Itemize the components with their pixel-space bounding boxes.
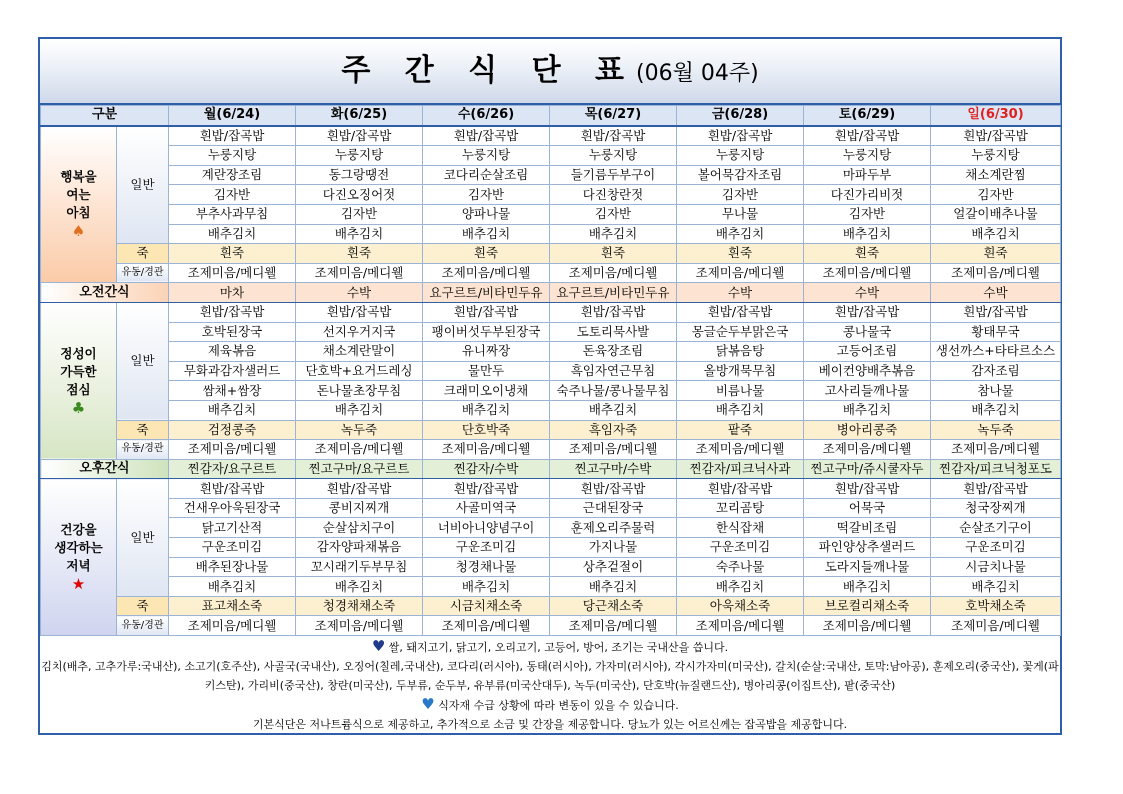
menu-item: 흰밥/잡곡밥 [931, 479, 1061, 499]
menu-item: 선지우거지국 [296, 322, 423, 342]
origin-detail: 김치(배추, 고추가루:국내산), 소고기(호주산), 사골국(국내산), 오징어(칠레,국내산), 코다리(러시아), 동태(러시아), 가자미(러시아), 각시가자미(미국산), 갈치(순살:국내산, 토막:남아공), 훈제오리(중국산), 꽃게(파키스탄), 가리비(중국산), 창란(미국산), 두부류, 순두부, 유부류(미국산대두), 녹두(미국산), 단호박(뉴질랜드산), 병아리콩(이집트산), 팥(중국산) [41, 660, 1059, 693]
menu-item: 구운조미김 [677, 538, 804, 558]
menu-item: 상추겉절이 [550, 557, 677, 577]
menu-item: 흰밥/잡곡밥 [423, 302, 550, 322]
menu-item: 순살조기구이 [931, 518, 1061, 538]
menu-item: 누룽지탕 [423, 146, 550, 166]
dinner-name [41, 479, 117, 636]
yudong-item: 조제미음/메디웰 [677, 440, 804, 460]
yudong-item: 조제미음/메디웰 [677, 263, 804, 283]
menu-item: 배추김치 [169, 577, 296, 597]
menu-item: 흰밥/잡곡밥 [169, 302, 296, 322]
menu-item: 흰밥/잡곡밥 [677, 302, 804, 322]
menu-item: 돈나물초장무침 [296, 381, 423, 401]
juk-item: 당근채소죽 [550, 596, 677, 616]
yudong-item: 조제미음/메디웰 [931, 440, 1061, 460]
menu-item: 파인양상추샐러드 [804, 538, 931, 558]
menu-item: 흰밥/잡곡밥 [804, 302, 931, 322]
lunch-juk-row [41, 420, 1061, 440]
menu-item: 흰밥/잡곡밥 [296, 126, 423, 146]
yudong-item: 조제미음/메디웰 [550, 616, 677, 636]
menu-item: 다진창란젓 [550, 185, 677, 205]
dinner-general-row [41, 557, 1061, 577]
juk-label: 죽 [117, 596, 169, 616]
origin-head: 쌀, 돼지고기, 닭고기, 오리고기, 고등어, 방어, 조기는 국내산을 씁니다. [388, 641, 729, 655]
club-icon: ♣ [71, 398, 86, 417]
yudong-label: 유동/경관 [117, 440, 169, 460]
breakfast-yudong-row [41, 263, 1061, 283]
change-note: 식자재 수급 상황에 따라 변동이 있을 수 있습니다. [438, 699, 679, 713]
header-label: 구분 [41, 106, 169, 126]
juk-item: 녹두죽 [931, 420, 1061, 440]
snack-item: 수박 [296, 283, 423, 303]
menu-item: 너비아니양념구이 [423, 518, 550, 538]
origin-head-line [40, 637, 1060, 657]
menu-item: 사골미역국 [423, 498, 550, 518]
notes-section [40, 636, 1060, 734]
yudong-item: 조제미음/메디웰 [677, 616, 804, 636]
snack-item: 찐감자/피크닉청포도 [931, 459, 1061, 479]
snack-item: 요구르트/비타민두유 [550, 283, 677, 303]
juk-item: 흰죽 [677, 244, 804, 264]
menu-item: 배추김치 [423, 577, 550, 597]
menu-item: 김자반 [677, 185, 804, 205]
menu-item: 누룽지탕 [296, 146, 423, 166]
menu-item: 배추김치 [677, 224, 804, 244]
menu-item: 배추김치 [296, 577, 423, 597]
lunch-general-row [41, 361, 1061, 381]
menu-item: 올방개묵무침 [677, 361, 804, 381]
menu-item: 배추김치 [550, 400, 677, 420]
yudong-item: 조제미음/메디웰 [296, 616, 423, 636]
dinner-general-row [41, 479, 1061, 499]
menu-item: 흰밥/잡곡밥 [550, 479, 677, 499]
menu-item: 흰밥/잡곡밥 [804, 479, 931, 499]
breakfast-general-row [41, 146, 1061, 166]
menu-item: 고사리들깨나물 [804, 381, 931, 401]
lunch-general-row [41, 342, 1061, 362]
menu-item: 배추김치 [804, 224, 931, 244]
juk-item: 흰죽 [169, 244, 296, 264]
menu-item: 청경채나물 [423, 557, 550, 577]
menu-item: 누룽지탕 [804, 146, 931, 166]
menu-item: 한식잡채 [677, 518, 804, 538]
menu-item: 흰밥/잡곡밥 [423, 126, 550, 146]
menu-item: 무화과감자샐러드 [169, 361, 296, 381]
snack-item: 수박 [804, 283, 931, 303]
yudong-item: 조제미음/메디웰 [423, 263, 550, 283]
menu-item: 채소계란찜 [931, 165, 1061, 185]
meal-name-line: 아침 [66, 205, 91, 221]
title-sub: (06월 04주) [636, 61, 759, 86]
yudong-item: 조제미음/메디웰 [169, 263, 296, 283]
menu-item: 김자반 [550, 204, 677, 224]
menu-item: 닭고기산적 [169, 518, 296, 538]
lunch-general-row [41, 302, 1061, 322]
menu-item: 채소계란말이 [296, 342, 423, 362]
menu-item: 누룽지탕 [931, 146, 1061, 166]
morning_snack-label: 오전간식 [41, 283, 169, 303]
menu-item: 다진가리비젓 [804, 185, 931, 205]
menu-item: 시금치나물 [931, 557, 1061, 577]
menu-item: 배추김치 [550, 577, 677, 597]
meal-name-line: 저녁 [66, 558, 91, 574]
menu-item: 배추김치 [804, 400, 931, 420]
menu-item: 배추된장나물 [169, 557, 296, 577]
menu-item: 구운조미김 [931, 538, 1061, 558]
yudong-item: 조제미음/메디웰 [296, 263, 423, 283]
menu-item: 흰밥/잡곡밥 [677, 479, 804, 499]
menu-item: 김자반 [423, 185, 550, 205]
menu-item: 구운조미김 [169, 538, 296, 558]
juk-item: 흑임자죽 [550, 420, 677, 440]
menu-item: 흰밥/잡곡밥 [931, 126, 1061, 146]
afternoon_snack-row [41, 459, 1061, 479]
page-title [40, 39, 1060, 105]
breakfast-general-row [41, 126, 1061, 146]
juk-item: 단호박죽 [423, 420, 550, 440]
yudong-item: 조제미음/메디웰 [550, 440, 677, 460]
menu-item: 비름나물 [677, 381, 804, 401]
yudong-item: 조제미음/메디웰 [423, 616, 550, 636]
menu-item: 꼬리곰탕 [677, 498, 804, 518]
menu-item: 배추김치 [677, 400, 804, 420]
juk-item: 표고채소죽 [169, 596, 296, 616]
menu-item: 흰밥/잡곡밥 [550, 302, 677, 322]
dinner-general-row [41, 538, 1061, 558]
snack-item: 마차 [169, 283, 296, 303]
menu-item: 도라지들깨나물 [804, 557, 931, 577]
menu-item: 코다리순살조림 [423, 165, 550, 185]
juk-item: 흰죽 [804, 244, 931, 264]
snack-item: 찐고구마/요구르트 [296, 459, 423, 479]
snack-item: 수박 [931, 283, 1061, 303]
menu-item: 흰밥/잡곡밥 [550, 126, 677, 146]
day-header: 토(6/29) [804, 106, 931, 126]
day-header: 일(6/30) [931, 106, 1061, 126]
menu-item: 배추김치 [804, 577, 931, 597]
menu-item: 몽글순두부맑은국 [677, 322, 804, 342]
yudong-item: 조제미음/메디웰 [804, 263, 931, 283]
menu-item: 배추김치 [296, 400, 423, 420]
title-main: 주 간 식 단 표 [341, 53, 637, 88]
menu-item: 고등어조림 [804, 342, 931, 362]
heart-icon: ♥ [421, 695, 435, 714]
lunch-general-row [41, 400, 1061, 420]
menu-item: 누룽지탕 [169, 146, 296, 166]
breakfast-general-row [41, 165, 1061, 185]
menu-item: 배추김치 [931, 577, 1061, 597]
menu-item: 쌈채+쌈장 [169, 381, 296, 401]
yudong-item: 조제미음/메디웰 [550, 263, 677, 283]
menu-item: 다진오징어젓 [296, 185, 423, 205]
juk-item: 브로컬리채소죽 [804, 596, 931, 616]
menu-item: 물만두 [423, 361, 550, 381]
meal-name-line: 여는 [66, 187, 91, 203]
menu-item: 배추김치 [931, 224, 1061, 244]
menu-item: 콩나물국 [804, 322, 931, 342]
menu-item: 배추김치 [169, 400, 296, 420]
spade-icon: ♠ [71, 222, 86, 241]
meal-name-line: 정성이 [60, 345, 97, 361]
menu-item: 흰밥/잡곡밥 [169, 126, 296, 146]
menu-item: 건새우아욱된장국 [169, 498, 296, 518]
lunch-general-row [41, 381, 1061, 401]
yudong-item: 조제미음/메디웰 [804, 440, 931, 460]
juk-item: 흰죽 [550, 244, 677, 264]
breakfast-general-row [41, 204, 1061, 224]
menu-item: 배추김치 [169, 224, 296, 244]
meal-name-line: 가득한 [60, 363, 97, 379]
menu-item: 흰밥/잡곡밥 [296, 479, 423, 499]
menu-item: 감자양파채볶음 [296, 538, 423, 558]
meal-name-line: 행복을 [60, 169, 97, 185]
menu-item: 들기름두부구이 [550, 165, 677, 185]
menu-item: 청국장찌개 [931, 498, 1061, 518]
menu-item: 흰밥/잡곡밥 [169, 479, 296, 499]
heart-icon: ♥ [371, 637, 386, 656]
menu-item: 무나물 [677, 204, 804, 224]
yudong-label: 유동/경관 [117, 616, 169, 636]
yudong-item: 조제미음/메디웰 [169, 616, 296, 636]
dinner-yudong-row [41, 616, 1061, 636]
change-line [40, 695, 1060, 715]
juk-item: 흰죽 [296, 244, 423, 264]
weekly-menu-sheet [38, 37, 1062, 735]
menu-item: 부추사과무침 [169, 204, 296, 224]
menu-item: 배추김치 [423, 224, 550, 244]
juk-item: 호박채소죽 [931, 596, 1061, 616]
snack-item: 찐감자/피크닉사과 [677, 459, 804, 479]
day-header: 화(6/25) [296, 106, 423, 126]
breakfast-general-row [41, 224, 1061, 244]
juk-item: 팥죽 [677, 420, 804, 440]
day-header: 금(6/28) [677, 106, 804, 126]
menu-item: 제육볶음 [169, 342, 296, 362]
day-header: 월(6/24) [169, 106, 296, 126]
menu-item: 김자반 [804, 204, 931, 224]
menu-item: 어묵국 [804, 498, 931, 518]
menu-item: 배추김치 [550, 224, 677, 244]
menu-item: 가지나물 [550, 538, 677, 558]
menu-item: 배추김치 [677, 577, 804, 597]
snack-item: 찐고구마/쥬시쿨자두 [804, 459, 931, 479]
menu-item: 근대된장국 [550, 498, 677, 518]
menu-item: 생선까스+타타르소스 [931, 342, 1061, 362]
menu-item: 황태무국 [931, 322, 1061, 342]
breakfast-name [41, 126, 117, 283]
yudong-item: 조제미음/메디웰 [423, 440, 550, 460]
basic-note: 기본식단은 저나트륨식으로 제공하고, 추가적으로 소금 및 간장을 제공합니다. 당뇨가 있는 어르신께는 잡곡밥을 제공합니다. [252, 718, 848, 732]
menu-item: 호박된장국 [169, 322, 296, 342]
meal-name-line: 생각하는 [54, 540, 103, 556]
dinner-juk-row [41, 596, 1061, 616]
menu-item: 팽이버섯두부된장국 [423, 322, 550, 342]
juk-label: 죽 [117, 420, 169, 440]
snack-item: 수박 [677, 283, 804, 303]
menu-item: 흑임자연근무침 [550, 361, 677, 381]
menu-item: 볼어묵감자조림 [677, 165, 804, 185]
snack-item: 찐감자/요구르트 [169, 459, 296, 479]
star-icon: ★ [71, 575, 86, 594]
header-row [41, 106, 1061, 126]
menu-item: 양파나물 [423, 204, 550, 224]
menu-item: 누룽지탕 [550, 146, 677, 166]
juk-item: 검정콩죽 [169, 420, 296, 440]
menu-item: 베이컨양배추볶음 [804, 361, 931, 381]
menu-item: 크래미오이냉채 [423, 381, 550, 401]
menu-item: 닭볶음탕 [677, 342, 804, 362]
general-label: 일반 [117, 479, 169, 597]
menu-item: 배추김치 [423, 400, 550, 420]
day-header: 목(6/27) [550, 106, 677, 126]
menu-item: 감자조림 [931, 361, 1061, 381]
general-label: 일반 [117, 302, 169, 420]
dinner-general-row [41, 518, 1061, 538]
menu-item: 김자반 [931, 185, 1061, 205]
menu-item: 숙주나물 [677, 557, 804, 577]
menu-item: 유니짜장 [423, 342, 550, 362]
afternoon_snack-label: 오후간식 [41, 459, 169, 479]
yudong-item: 조제미음/메디웰 [804, 616, 931, 636]
menu-item: 훈제오리주물럭 [550, 518, 677, 538]
menu-item: 마파두부 [804, 165, 931, 185]
snack-item: 찐감자/수박 [423, 459, 550, 479]
menu-item: 흰밥/잡곡밥 [804, 126, 931, 146]
menu-table [40, 105, 1061, 636]
menu-item: 배추김치 [296, 224, 423, 244]
menu-item: 구운조미김 [423, 538, 550, 558]
dinner-general-row [41, 577, 1061, 597]
menu-item: 얼갈이배추나물 [931, 204, 1061, 224]
lunch-yudong-row [41, 440, 1061, 460]
dinner-general-row [41, 498, 1061, 518]
yudong-item: 조제미음/메디웰 [931, 263, 1061, 283]
lunch-general-row [41, 322, 1061, 342]
menu-item: 콩비지찌개 [296, 498, 423, 518]
menu-item: 동그랑땡전 [296, 165, 423, 185]
juk-item: 아욱채소죽 [677, 596, 804, 616]
menu-item: 돈육장조림 [550, 342, 677, 362]
juk-item: 흰죽 [931, 244, 1061, 264]
juk-item: 녹두죽 [296, 420, 423, 440]
menu-item: 꼬시래기두부무침 [296, 557, 423, 577]
menu-item: 도토리묵사발 [550, 322, 677, 342]
general-label: 일반 [117, 126, 169, 244]
lunch-name [41, 302, 117, 459]
menu-item: 흰밥/잡곡밥 [677, 126, 804, 146]
menu-item: 누룽지탕 [677, 146, 804, 166]
yudong-item: 조제미음/메디웰 [169, 440, 296, 460]
juk-item: 시금치채소죽 [423, 596, 550, 616]
menu-item: 배추김치 [931, 400, 1061, 420]
morning_snack-row [41, 283, 1061, 303]
yudong-label: 유동/경관 [117, 263, 169, 283]
yudong-item: 조제미음/메디웰 [931, 616, 1061, 636]
juk-label: 죽 [117, 244, 169, 264]
snack-item: 찐고구마/수박 [550, 459, 677, 479]
menu-item: 흰밥/잡곡밥 [931, 302, 1061, 322]
day-header: 수(6/26) [423, 106, 550, 126]
menu-item: 흰밥/잡곡밥 [423, 479, 550, 499]
menu-item: 순살삼치구이 [296, 518, 423, 538]
snack-item: 요구르트/비타민두유 [423, 283, 550, 303]
juk-item: 청경채채소죽 [296, 596, 423, 616]
breakfast-general-row [41, 185, 1061, 205]
juk-item: 흰죽 [423, 244, 550, 264]
menu-item: 김자반 [296, 204, 423, 224]
juk-item: 병아리콩죽 [804, 420, 931, 440]
yudong-item: 조제미음/메디웰 [296, 440, 423, 460]
menu-item: 숙주나물/콩나물무침 [550, 381, 677, 401]
meal-name-line: 점심 [66, 381, 91, 397]
menu-item: 단호박+요거드레싱 [296, 361, 423, 381]
meal-name-line: 건강을 [60, 522, 97, 538]
menu-item: 계란장조림 [169, 165, 296, 185]
breakfast-juk-row [41, 244, 1061, 264]
menu-item: 김자반 [169, 185, 296, 205]
menu-item: 흰밥/잡곡밥 [296, 302, 423, 322]
menu-item: 떡갈비조림 [804, 518, 931, 538]
menu-item: 참나물 [931, 381, 1061, 401]
